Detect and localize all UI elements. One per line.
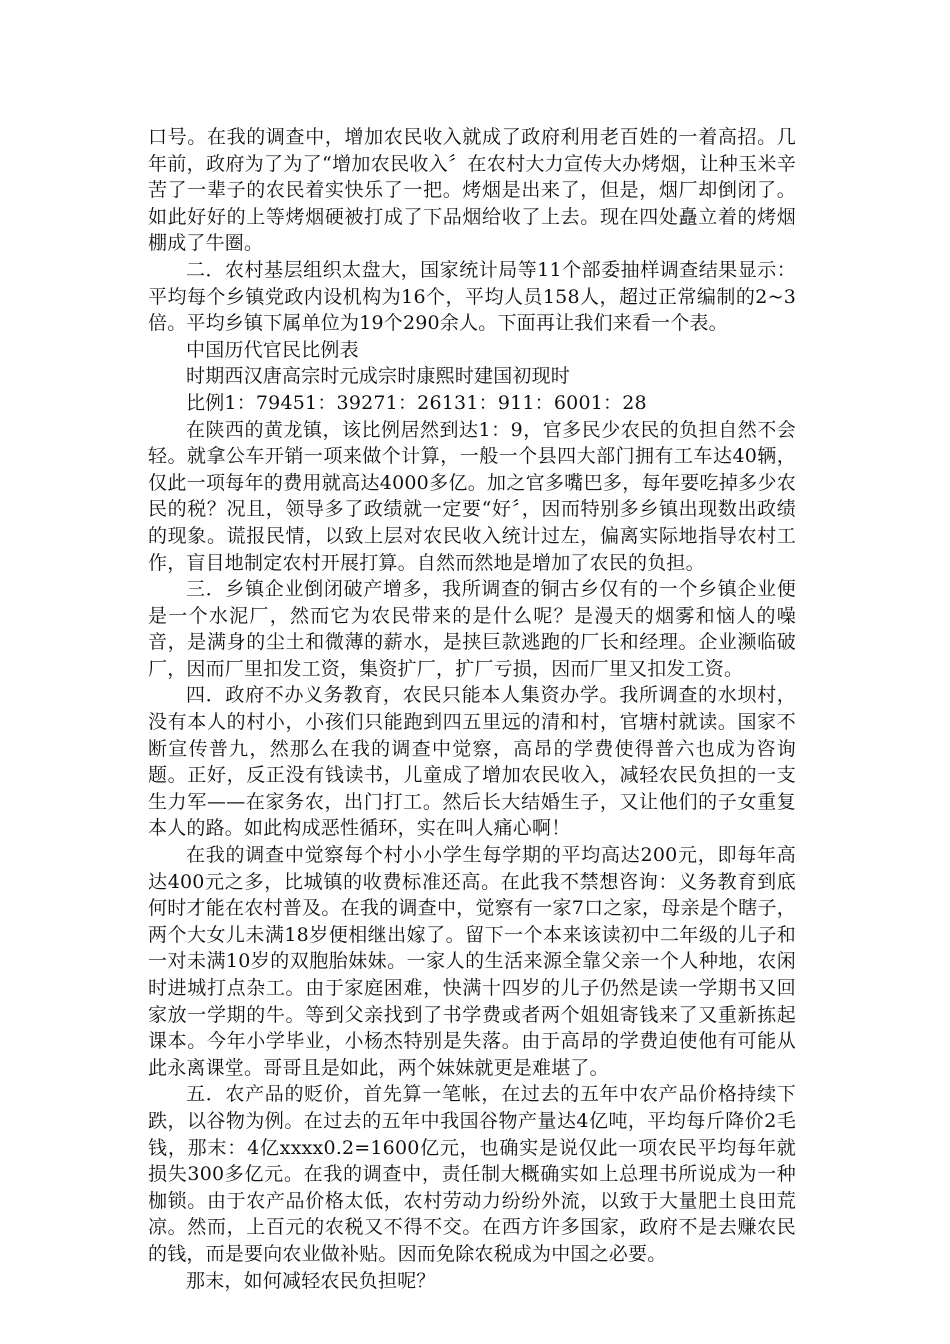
table-ratio-row: 比例1：79451：39271：26131：911：6001：28	[186, 391, 647, 414]
paragraph-huanglong: 在陕西的黄龙镇，该比例居然到达1：9，官多民少农民的负担自然不会轻。就拿公车开销一项来做个计算，一般一个县四大部门拥有工车达40辆，仅此一项每年的费用就高达4000多亿。加之官多嘴巴多，每年要吃掉多少农民的税？况且，领导多了政绩就一定要“好〞，因而特别多乡镇出现数出政绩的现象。谎报民情，以致上层对农民收入统计过左，偏离实际地指导农村工作，盲目地制定农村开展打算。自然而然地是增加了农民的负担。	[148, 418, 796, 574]
paragraph-point-three: 三．乡镇企业倒闭破产增多，我所调查的铜古乡仅有的一个乡镇企业便是一个水泥厂，然而它为农民带来的是什么呢？是漫天的烟雾和恼人的噪音，是满身的尘土和微薄的薪水，是挟巨款逃跑的厂长和经理。企业濒临破厂，因而厂里扣发工资，集资扩厂，扩厂亏损，因而厂里又扣发工资。	[148, 578, 796, 680]
table-header-row: 时期西汉唐高宗时元成宗时康熙时建国初现时	[186, 365, 571, 388]
paragraph-point-four: 四．政府不办义务教育，农民只能本人集资办学。我所调查的水坝村，没有本人的村小，小孩们只能跑到四五里远的清和村，官塘村就读。国家不断宣传普九，然那么在我的调查中觉察，高昂的学费使得普六也成为咨询题。正好，反正没有钱读书，儿童成了增加农民收入，减轻农民负担的一支生力军——在家务农，出门打工。然后长大结婚生子，又让他们的子女重复本人的路。如此构成恶性循环，实在叫人痛心啊！	[148, 684, 796, 840]
paragraph-opening: 口号。在我的调查中，增加农民收入就成了政府利用老百姓的一着高招。几年前，政府为了为了“增加农民收入〞在农村大力宣传大办烤烟，让种玉米辛苦了一辈子的农民着实快乐了一把。烤烟是出来了，但是，烟厂却倒闭了。如此好好的上等烤烟硬被打成了下品烟给收了上去。现在四处矗立着的烤烟棚成了牛圈。	[148, 126, 796, 255]
paragraph-tuition: 在我的调查中觉察每个村小小学生每学期的平均高达200元，即每年高达400元之多，比城镇的收费标准还高。在此我不禁想咨询：义务教育到底何时才能在农村普及。在我的调查中，觉察有一家7口之家，母亲是个瞎子，两个大女儿未满18岁便相继出嫁了。留下一个本来该读初中二年级的儿子和一对未满10岁的双胞胎妹妹。一家人的生活来源全靠父亲一个人种地，农闲时进城打点杂工。由于家庭困难，快满十四岁的儿子仍然是读一学期书又回家放一学期的牛。等到父亲找到了书学费或者两个姐姐寄钱来了又重新拣起课本。今年小学毕业，小杨杰特别是失落。由于高昂的学费迫使他有可能从此永离课堂。哥哥且是如此，两个妹妹就更是难堪了。	[148, 844, 796, 1079]
paragraph-closing-question: 那末，如何减轻农民负担呢？	[186, 1269, 436, 1292]
table-title: 中国历代官民比例表	[186, 338, 359, 361]
document-body	[148, 124, 796, 1294]
paragraph-point-two: 二．农村基层组织太盘大，国家统计局等11个部委抽样调查结果显示：平均每个乡镇党政内设机构为16个，平均人员158人，超过正常编制的2~3倍。平均乡镇下属单位为19个290余人。下面再让我们来看一个表。	[148, 258, 796, 335]
paragraph-point-five: 五．农产品的贬价，首先算一笔帐，在过去的五年中农产品价格持续下跌，以谷物为例。在过去的五年中我国谷物产量达4亿吨，平均每斤降价2毛钱，那末：4亿xxxx0.2=1600亿元，也确实是说仅此一项农民平均每年就损失300多亿元。在我的调查中，责任制大概确实如上总理书所说成为一种枷锁。由于农产品价格太低，农村劳动力纷纷外流，以致于大量肥土良田荒凉。然而，上百元的农税又不得不交。在西方许多国家，政府不是去赚农民的钱，而是要向农业做补贴。因而免除农税成为中国之必要。	[148, 1083, 796, 1265]
